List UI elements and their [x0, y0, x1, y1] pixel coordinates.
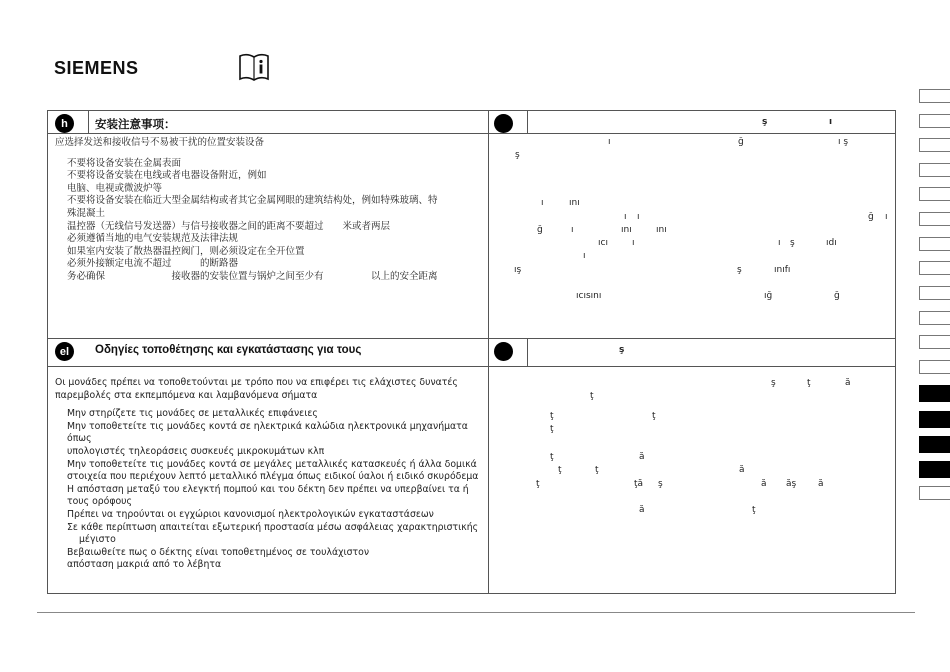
- read-manual-icon: [238, 52, 270, 82]
- text-fragment: ţ: [595, 465, 599, 475]
- text-fragment: ă: [761, 479, 767, 489]
- title-fragment: ş: [619, 345, 625, 355]
- side-tab-active[interactable]: [919, 436, 950, 453]
- text-fragment: ţ: [652, 411, 656, 421]
- text-fragment: ığ: [764, 291, 773, 301]
- header-separator: [527, 111, 528, 133]
- text-fragment: ı: [632, 238, 635, 248]
- text-fragment: ăş: [786, 479, 797, 489]
- list-item: 务必确保 接收器的安装位置与锅炉之间至少有 以上的安全距离: [67, 270, 438, 282]
- text-fragment: ını: [569, 198, 580, 208]
- text-fragment: ı ş: [838, 137, 849, 147]
- text-fragment: ţ: [550, 411, 554, 421]
- text-fragment: ş: [790, 238, 795, 248]
- header-separator: [88, 111, 89, 133]
- text-fragment: ğ: [868, 212, 874, 222]
- text-fragment: ınıfı: [774, 265, 791, 275]
- side-tab[interactable]: [919, 261, 950, 275]
- list-item: 不要将设备安装在电线或者电器设备附近，例如: [67, 170, 267, 182]
- list-item: 电脑、电视或微波炉等: [67, 182, 163, 194]
- section-header-el: [48, 339, 488, 363]
- text-fragment: ıdı: [826, 238, 837, 248]
- list-item: Πρέπει να τηρούνται οι εγχώριοι κανονισμοί ηλεκτρολογικών εγκαταστάσεων: [67, 508, 434, 520]
- text-fragment: ış: [514, 265, 522, 275]
- language-badge-tr: [494, 114, 513, 133]
- text-fragment: ţă: [634, 479, 644, 489]
- list-item: 必须遵循当地的电气安装规范及法律法规: [67, 233, 239, 245]
- side-tab-active[interactable]: [919, 385, 950, 402]
- title-fragment: ı: [829, 117, 833, 127]
- side-tab[interactable]: [919, 114, 950, 128]
- list-item: 殊混凝土: [67, 207, 106, 219]
- section-title-zh: 安装注意事项：: [95, 119, 176, 131]
- side-tab[interactable]: [919, 138, 950, 152]
- intro-text: παρεμβολές στα εκπεμπόμενα και λαμβανόμενα σήματα: [55, 389, 318, 401]
- list-item: απόσταση μακριά από το λέβητα: [67, 559, 222, 571]
- text-fragment: ţ: [807, 378, 811, 388]
- text-fragment: ă: [739, 465, 745, 475]
- text-fragment: ı: [608, 137, 611, 147]
- list-item: στοιχεία που περιέχουν λεπτό μεταλλικό πλέγμα όπως ειδικοί ύαλοι ή ειδικό σκυρόδεμα: [67, 471, 479, 483]
- side-tab[interactable]: [919, 89, 950, 103]
- header-separator: [527, 339, 528, 366]
- list-item: Μην στηρίζετε τις μονάδες σε μεταλλικές επιφάνειες: [67, 408, 318, 420]
- text-fragment: ă: [818, 479, 824, 489]
- text-fragment: ı: [571, 225, 574, 235]
- header-underline: [489, 366, 896, 367]
- text-fragment: ţ: [550, 424, 554, 434]
- text-fragment: ğ: [834, 291, 840, 301]
- side-tab[interactable]: [919, 212, 950, 226]
- instruction-grid: [47, 110, 896, 594]
- text-fragment: ı: [885, 212, 888, 222]
- text-fragment: ş: [515, 150, 520, 160]
- text-fragment: ă: [639, 452, 645, 462]
- text-fragment: ı: [583, 251, 586, 261]
- section-header-zh: [48, 111, 488, 134]
- text-fragment: ı: [624, 212, 627, 222]
- text-fragment: ă: [845, 378, 851, 388]
- text-fragment: ţ: [536, 479, 540, 489]
- title-fragment: ş: [762, 117, 768, 127]
- text-fragment: ţ: [558, 465, 562, 475]
- list-item: 温控器（无线信号发送器）与信号接收器之间的距离不要超过 米或者两层: [67, 220, 391, 232]
- list-item: 不要将设备安装在临近大型金属结构或者其它金属网眼的建筑结构处，例如特殊玻璃、特: [67, 195, 438, 207]
- text-fragment: ğ: [738, 137, 744, 147]
- list-item: Βεβαιωθείτε πως ο δέκτης είναι τοποθετημένος σε τουλάχιστον: [67, 546, 370, 558]
- side-tab[interactable]: [919, 335, 950, 349]
- intro-text: Οι μονάδες πρέπει να τοποθετούνται με τρόπο που να επιφέρει τις ελάχιστες δυνατές: [55, 377, 458, 388]
- list-item: 如果室内安装了散热器温控阀门，则必须设定在全开位置: [67, 245, 305, 257]
- text-fragment: ğ: [537, 225, 543, 235]
- list-item: 不要将设备安装在金属表面: [67, 157, 182, 169]
- list-item: Η απόσταση μεταξύ του ελεγκτή πομπού και του δέκτη δεν πρέπει να υπερβαίνει τα ή: [67, 483, 469, 495]
- side-tab[interactable]: [919, 163, 950, 177]
- text-fragment: ı: [637, 212, 640, 222]
- text-fragment: ţ: [752, 505, 756, 515]
- text-fragment: ş: [658, 479, 663, 489]
- side-tab[interactable]: [919, 187, 950, 201]
- siemens-logo: SIEMENS: [54, 58, 139, 78]
- footer-rule: [37, 612, 915, 613]
- text-fragment: ă: [639, 505, 645, 515]
- list-item: 必须外接额定电流不超过 的断路器: [67, 258, 239, 270]
- section-body-zh: [55, 137, 480, 284]
- list-item: Μην τοποθετείτε τις μονάδες κοντά σε ηλεκτρικά καλώδια ηλεκτρονικά μηχανήματα όπως: [67, 420, 468, 445]
- list-item: Σε κάθε περίπτωση απαιτείται εξωτερική προστασία μέσω ασφάλειας χαρακτηριστικής: [67, 521, 479, 533]
- text-fragment: ş: [771, 378, 776, 388]
- section-title-el: Οδηγίες τοποθέτησης και εγκατάστασης για τους: [95, 344, 362, 356]
- side-tab[interactable]: [919, 360, 950, 374]
- text-fragment: ıcısını: [576, 291, 602, 301]
- text-fragment: ıcı: [598, 238, 608, 248]
- text-fragment: ı: [778, 238, 781, 248]
- language-badge-el: el: [55, 342, 74, 361]
- list-item: τους ορόφους: [67, 496, 133, 508]
- side-tab[interactable]: [919, 286, 950, 300]
- side-tab-active[interactable]: [919, 411, 950, 428]
- text-fragment: ını: [621, 225, 632, 235]
- side-tab[interactable]: [919, 237, 950, 251]
- header-underline: [48, 366, 488, 367]
- side-tab[interactable]: [919, 486, 950, 500]
- section-body-el: [55, 377, 485, 572]
- section-header-ro: [489, 339, 896, 363]
- list-item: μέγιστο: [79, 534, 116, 546]
- language-badge-zh: h: [55, 114, 74, 133]
- text-fragment: ş: [737, 265, 742, 275]
- list-item: υπολογιστές τηλεοράσεις συσκευές μικροκυμάτων κλπ: [67, 445, 325, 457]
- text-fragment: ını: [656, 225, 667, 235]
- text-fragment: ţ: [590, 391, 594, 401]
- intro-text: 应选择发送和接收信号不易被干扰的位置安装设备: [55, 137, 265, 148]
- section-header-tr: [489, 111, 896, 134]
- text-fragment: ţ: [550, 452, 554, 462]
- side-tab-active[interactable]: [919, 461, 950, 478]
- list-item: Μην τοποθετείτε τις μονάδες κοντά σε μεγάλες μεταλλικές κατασκευές ή άλλα δομικά: [67, 458, 477, 470]
- side-tab[interactable]: [919, 311, 950, 325]
- text-fragment: ı: [541, 198, 544, 208]
- language-badge-ro: [494, 342, 513, 361]
